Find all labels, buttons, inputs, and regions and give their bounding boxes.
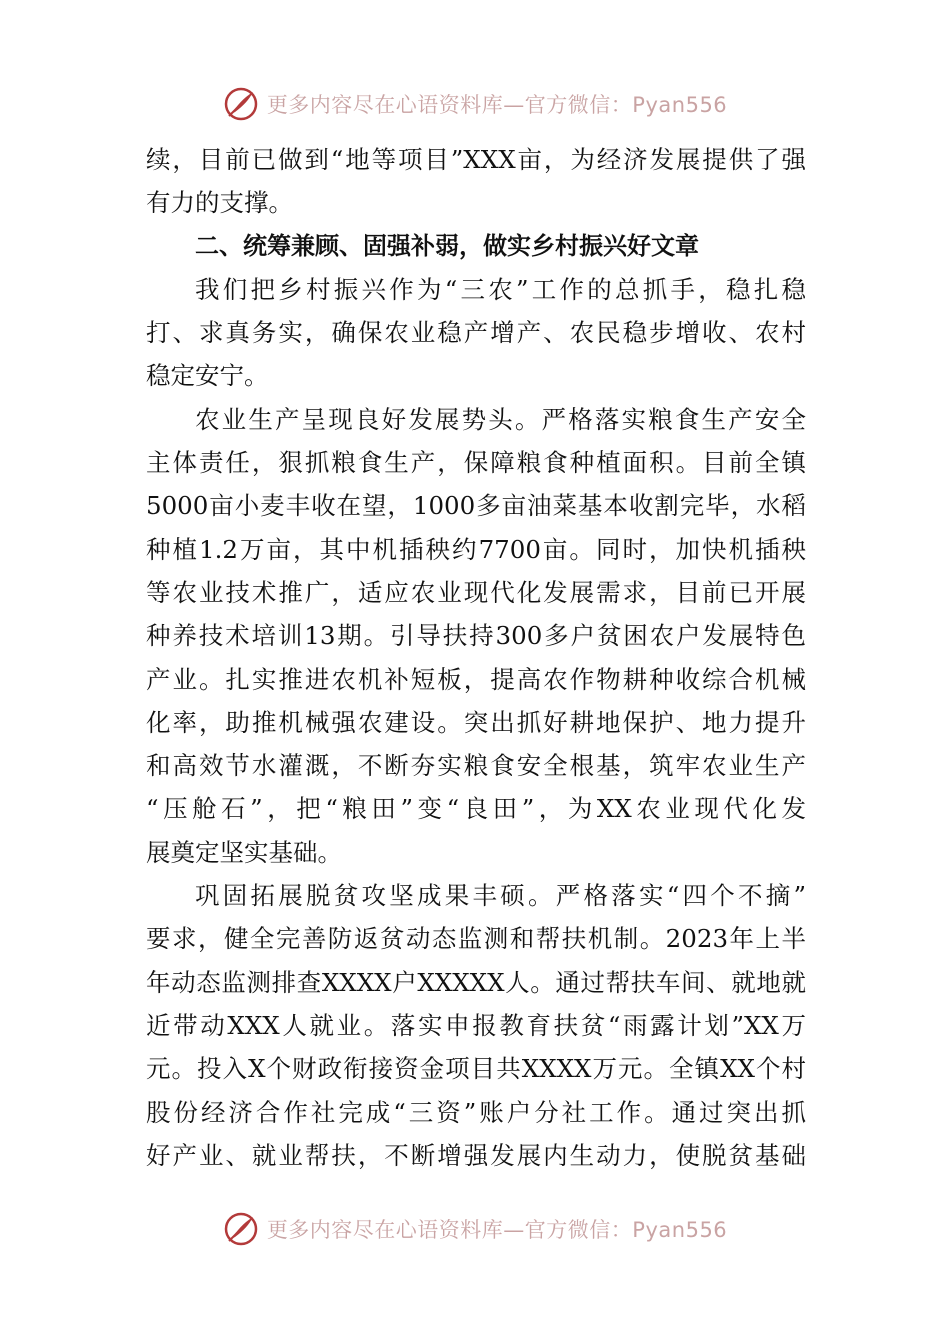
body-line: 元。投入X个财政衔接资金项目共XXXX万元。全镇XX个村 [146,1054,806,1084]
body-line: 种养技术培训13期。引导扶持300多户贫困农户发展特色 [146,621,806,651]
body-line: 和高效节水灌溉，不断夯实粮食安全根基，筑牢农业生产 [146,751,806,781]
watermark-text: 更多内容尽在心语资料库—官方微信：Pyan556 [266,93,728,117]
watermark-text: 更多内容尽在心语资料库—官方微信：Pyan556 [266,1218,728,1242]
body-line: “压舱石”，把“粮田”变“良田”，为XX农业现代化发 [146,794,806,824]
body-line: 要求，健全完善防返贫动态监测和帮扶机制。2023年上半 [146,924,806,954]
body-line: 续，目前已做到“地等项目”XXX亩，为经济发展提供了强 [146,145,806,174]
body-line: 股份经济合作社完成“三资”账户分社工作。通过突出抓 [146,1097,806,1127]
document-body [146,138,806,1177]
body-line: 等农业技术推广，适应农业现代化发展需求，目前已开展 [146,577,806,607]
body-line: 化率，助推机械强农建设。突出抓好耕地保护、地力提升 [146,707,806,737]
body-line: 种植1.2万亩，其中机插秧约7700亩。同时，加快机插秧 [146,534,806,564]
body-line: 年动态监测排查XXXX户XXXXX人。通过帮扶车间、就地就 [146,967,806,997]
body-line: 主体责任，狠抓粮食生产，保障粮食种植面积。目前全镇 [146,448,806,478]
body-line: 展奠定坚实基础。 [146,837,342,867]
body-line: 好产业、就业帮扶，不断增强发展内生动力，使脱贫基础 [146,1140,806,1170]
quill-logo-icon [223,86,259,122]
quill-logo-icon [223,1211,259,1247]
body-line: 巩固拓展脱贫攻坚成果丰硕。严格落实“四个不摘” [195,881,806,911]
body-line: 5000亩小麦丰收在望，1000多亩油菜基本收割完毕，水稻 [146,491,806,521]
body-line: 近带动XXX人就业。落实申报教育扶贫“雨露计划”XX万 [146,1010,806,1040]
body-line: 农业生产呈现良好发展势头。严格落实粮食生产安全 [195,404,806,434]
section-heading: 二、统筹兼顾、固强补弱，做实乡村振兴好文章 [195,231,699,260]
body-line: 有力的支撑。 [146,188,293,218]
header-watermark [0,84,950,124]
body-line: 稳定安宁。 [146,361,269,391]
body-line: 打、求真务实，确保农业稳产增产、农民稳步增收、农村 [146,318,806,348]
body-line: 我们把乡村振兴作为“三农”工作的总抓手，稳扎稳 [195,274,806,304]
body-line: 产业。扎实推进农机补短板，提高农作物耕种收综合机械 [146,664,806,694]
footer-watermark [0,1209,950,1249]
